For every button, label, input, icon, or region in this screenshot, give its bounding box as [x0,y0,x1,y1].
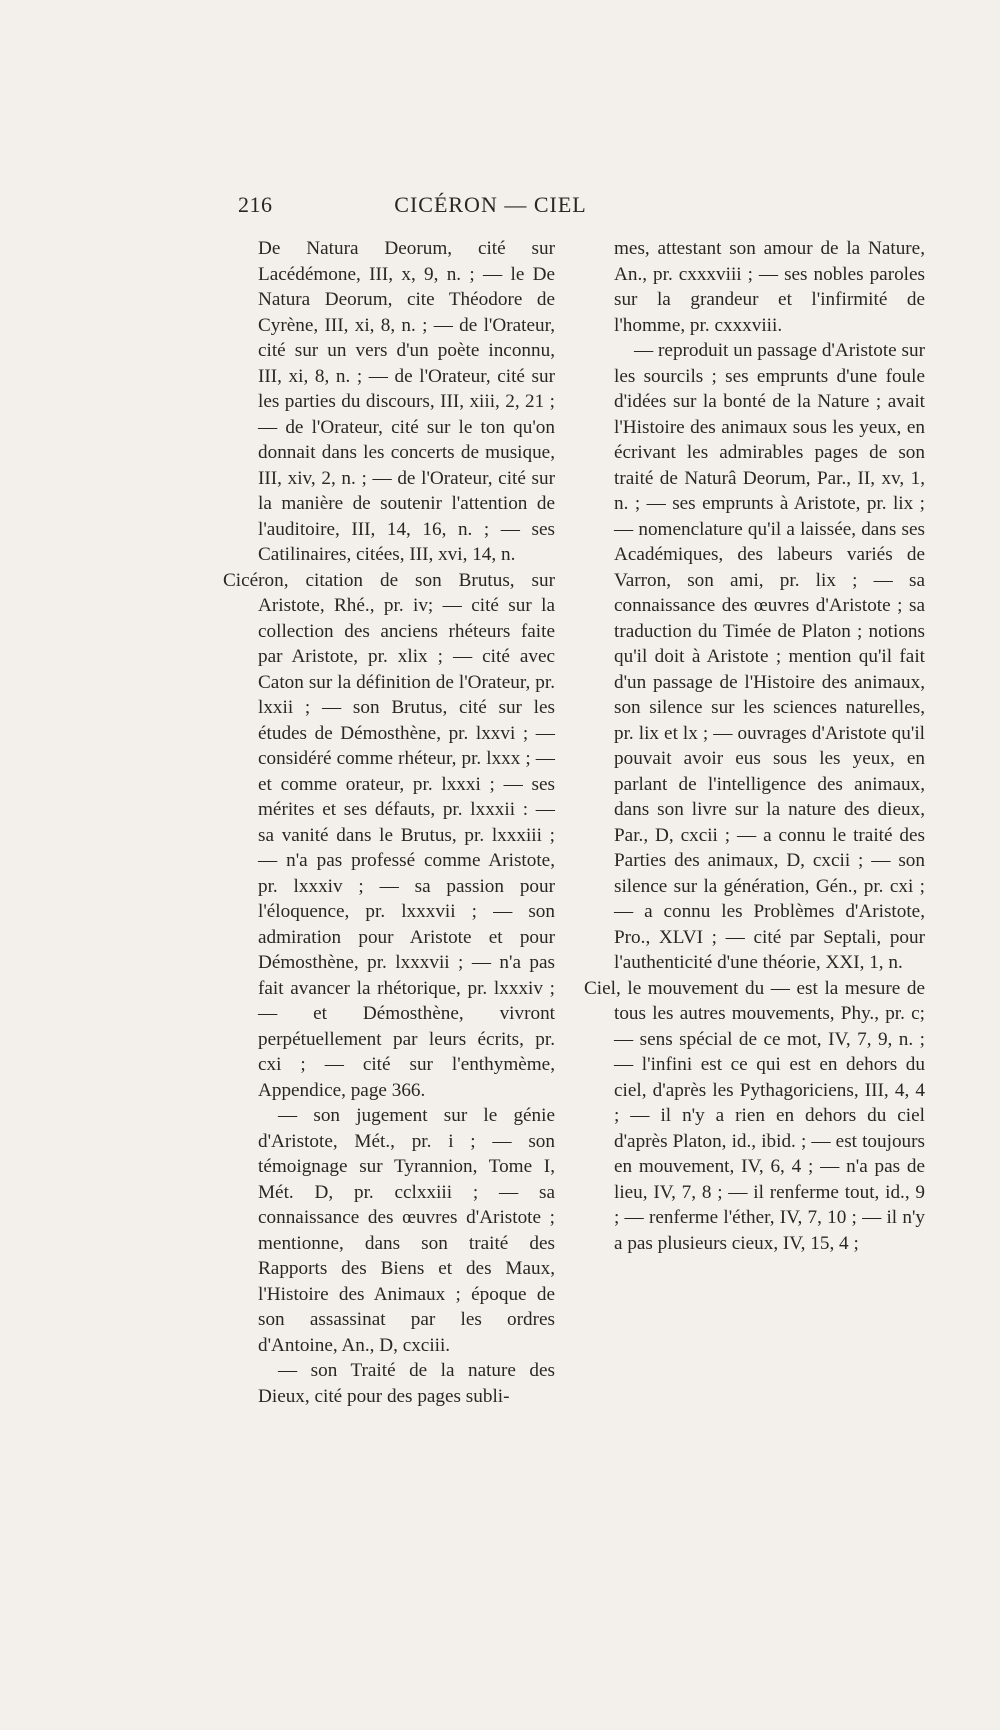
index-entry-ciceron: Cicéron, citation de son Brutus, sur Aristote, Rhé., pr. iv; — cité sur la collection des anciens rhéteurs faite par Aristote, pr. xlix ; — cité avec Caton sur la définition de l'Orateur, pr. lxxii ; — son Brutus, cité sur les études de Démosthène, pr. lxxvi ; — considéré comme rhéteur, pr. lxxx ; — et comme orateur, pr. lxxxi ; — ses mérites et ses défauts, pr. lxxxii : — sa vanité dans le Brutus, pr. lxxxiii ; — n'a pas professé comme Aristote, pr. lxxxiv ; — sa passion pour l'éloquence, pr. lxxxvii ; — son admiration pour Aristote et pour Démosthène, pr. lxxxvii ; — n'a pas fait avancer la rhétorique, pr. lxxxiv ; — et Démosthène, vivront perpétuellement par leurs écrits, pr. cxi ; — cité sur l'enthymème, Appendice, page 366. [223,569,555,1101]
page-number: 216 [238,192,273,217]
right-column [584,236,925,1256]
index-subentry-traite: — son Traité de la nature des Dieux, cité pour des pages subli- [258,1360,555,1407]
index-entry-ciel: Ciel, le mouvement du — est la mesure de tous les autres mouvements, Phy., pr. c; — sens spécial de ce mot, IV, 7, 9, n. ; — l'infini est ce qui est en dehors du ciel, d'après les Pythagoriciens, III, 4, 4 ; — il n'y a rien en dehors du ciel d'après Platon, id., ibid. ; — est toujours en mouvement, IV, 6, 4 ; — n'a pas de lieu, IV, 7, 8 ; — il renferme tout, id., 9 ; — renferme l'éther, IV, 7, 10 ; — il n'y a pas plusieurs cieux, IV, 15, 4 ; [584,977,925,1254]
index-subentry-aristote: — reproduit un passage d'Aristote sur les sourcils ; ses emprunts d'une foule d'idées sur la bonté de la Nature ; avait l'Histoire des animaux sous les yeux, en écrivant les admirables pages de son traité de Naturâ Deorum, Par., II, xv, 1, n. ; — ses emprunts à Aristote, pr. lix ; — nomenclature qu'il a laissée, dans ses Académiques, des labeurs variés de Varron, son ami, pr. lix ; — sa connaissance des œuvres d'Aristote ; sa traduction du Timée de Platon ; notions qu'il doit à Aristote ; mention qu'il fait d'un passage de l'Histoire des animaux, son silence sur les sciences naturelles, pr. lix et lx ; — ouvrages d'Aristote qu'il pouvait avoir eus sous les yeux, en parlant de l'intelligence des animaux, dans son livre sur la nature des dieux, Par., D, cxcii ; — a connu le traité des Parties des animaux, D, cxcii ; — son silence sur la génération, Gén., pr. cxi ; — a connu les Problèmes d'Aristote, Pro., XLVI ; — cité par Septali, pour l'authenticité d'une théorie, XXI, 1, n. [614,340,925,973]
index-entry-continuation: De Natura Deorum, cité sur Lacédémone, III, x, 9, n. ; — le De Natura Deorum, cite Théodore de Cyrène, III, xi, 8, n. ; — de l'Orateur, cité sur un vers d'un poète inconnu, III, xi, 8, n. ; — de l'Orateur, cité sur les parties du discours, III, xiii, 2, 21 ; — de l'Orateur, cité sur le ton qu'on donnait dans les concerts de musique, III, xiv, 2, n. ; — de l'Orateur, cité sur la manière de soutenir l'attention de l'auditoire, III, 14, 16, n. ; — ses Catilinaires, citées, III, xvi, 14, n. [258,238,555,565]
index-subentry-jugement: — son jugement sur le génie d'Aristote, Mét., pr. i ; — son témoignage sur Tyrannion, Tome I, Mét. D, pr. cclxxiii ; — sa connaissance des œuvres d'Aristote ; mentionne, dans son traité des Rapports des Biens et des Maux, l'Histoire des Animaux ; époque de son assassinat par les ordres d'Antoine, An., D, cxciii. [258,1105,555,1356]
page-header [238,192,683,222]
index-entry-continuation-right: mes, attestant son amour de la Nature, An., pr. cxxxviii ; — ses nobles paroles sur la grandeur et l'infirmité de l'homme, pr. cxxxviii. [614,238,925,336]
left-column [223,236,555,1409]
running-head: CICÉRON — CIEL [394,192,587,217]
